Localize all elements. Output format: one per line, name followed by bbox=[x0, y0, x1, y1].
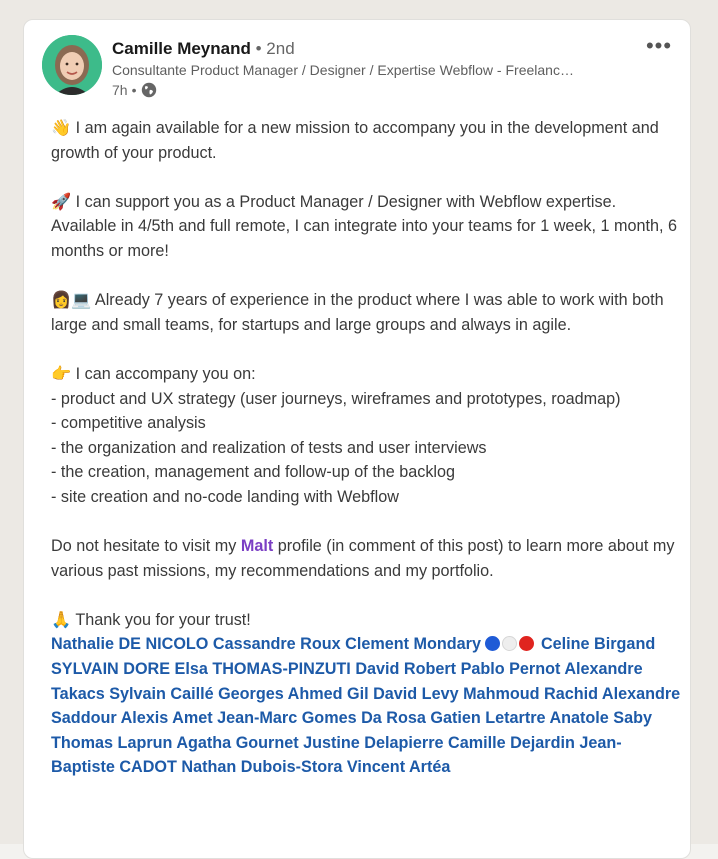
mention-link[interactable]: SYLVAIN DORE bbox=[51, 660, 171, 679]
mention-link[interactable]: Elsa THOMAS-PINZUTI bbox=[174, 660, 351, 679]
mention-link[interactable]: Jean-Marc Gomes Da Rosa bbox=[217, 709, 426, 728]
paragraph-3-text: Already 7 years of experience in the product where I was able to work with both large and small teams, for startups and large groups and always in agile. bbox=[51, 291, 664, 334]
mention-link[interactable]: Cassandre Roux bbox=[212, 635, 341, 654]
woman-technologist-icon: 👩💻 bbox=[51, 290, 92, 310]
france-flag-icon bbox=[485, 635, 536, 653]
mention-link[interactable]: Camille Dejardin bbox=[448, 733, 575, 752]
list-item: - competitive analysis bbox=[51, 414, 206, 433]
post-paragraph-6 bbox=[51, 608, 681, 633]
list-item: - site creation and no-code landing with Webflow bbox=[51, 487, 399, 506]
folded-hands-icon: 🙏 bbox=[51, 609, 72, 629]
paragraph-2-text: I can support you as a Product Manager / Designer with Webflow expertise. Available in 4/5th and full remote, I can integrate into your teams for 1 week, 1 month, 6 months or more! bbox=[51, 192, 677, 260]
mention-link[interactable]: Alexandre Saddour bbox=[51, 684, 681, 728]
post-card bbox=[23, 19, 691, 859]
post-paragraph-2 bbox=[51, 190, 681, 264]
meta-separator: • bbox=[131, 82, 137, 98]
pointing-hand-icon: 👉 bbox=[51, 363, 72, 383]
post-text bbox=[51, 116, 681, 780]
mention-link[interactable]: Gatien Letartre bbox=[430, 709, 546, 728]
paragraph-6-text: Thank you for your trust! bbox=[71, 610, 251, 629]
mention-link[interactable]: Gil David Levy bbox=[347, 684, 459, 703]
mentions-block bbox=[51, 632, 681, 780]
post-paragraph-5 bbox=[51, 534, 681, 583]
mention-link[interactable]: Vincent Artéa bbox=[346, 758, 451, 777]
globe-icon bbox=[141, 82, 157, 98]
mention-link[interactable]: Alexis Amet bbox=[120, 709, 213, 728]
list-item: - the organization and realization of tests and user interviews bbox=[51, 438, 487, 457]
mention-link[interactable]: Jean-Baptiste CADOT bbox=[51, 733, 622, 777]
paragraph-5-text-before: Do not hesitate to visit my bbox=[51, 537, 241, 556]
mention-link[interactable]: David Robert bbox=[355, 660, 457, 679]
mention-link[interactable]: Pablo Pernot bbox=[460, 660, 561, 679]
list-item: - product and UX strategy (user journeys, wireframes and prototypes, roadmap) bbox=[51, 389, 621, 408]
avatar[interactable] bbox=[42, 35, 102, 95]
mention-link[interactable]: Thomas Laprun bbox=[51, 733, 173, 752]
author-name[interactable]: Camille Meynand bbox=[112, 39, 251, 58]
mention-link[interactable]: Agatha Gournet bbox=[176, 733, 299, 752]
list-item: - the creation, management and follow-up of the backlog bbox=[51, 463, 456, 482]
mention-link[interactable]: Justine Delapierre bbox=[303, 733, 444, 752]
avatar-photo bbox=[42, 35, 102, 95]
paragraph-1-text: I am again available for a new mission to accompany you in the development and growth of your product. bbox=[51, 119, 659, 162]
mention-link[interactable]: Nathalie DE NICOLO bbox=[51, 635, 209, 654]
post-paragraph-3 bbox=[51, 288, 681, 337]
rocket-icon: 🚀 bbox=[51, 191, 72, 211]
connection-degree: 2nd bbox=[266, 39, 295, 58]
mention-link[interactable]: Anatole Saby bbox=[549, 709, 652, 728]
mention-link[interactable]: Mahmoud Rachid bbox=[463, 684, 598, 703]
mention-link[interactable]: Georges Ahmed bbox=[218, 684, 343, 703]
author-headline: Consultante Product Manager / Designer / Expertise Webflow - Freelanc… bbox=[112, 62, 574, 78]
mention-link[interactable]: Alexandre Takacs bbox=[51, 660, 643, 703]
mention-link[interactable]: Nathan Dubois-Stora bbox=[181, 758, 343, 777]
post-meta bbox=[112, 82, 157, 98]
waving-hand-icon: 👋 bbox=[51, 118, 72, 137]
paragraph-5-text-after: profile (in comment of this post) to learn more about my various past missions, my recommendations and my portfolio. bbox=[51, 537, 675, 580]
paragraph-4-text: I can accompany you on: bbox=[71, 364, 256, 383]
mention-link[interactable]: Clement Mondary bbox=[345, 635, 481, 654]
author-line bbox=[112, 39, 295, 59]
mention-link[interactable]: Sylvain Caillé bbox=[109, 684, 214, 703]
more-options-button[interactable]: ••• bbox=[645, 33, 673, 58]
post-paragraph-1 bbox=[51, 116, 681, 165]
malt-link[interactable]: Malt bbox=[240, 537, 274, 556]
post-paragraph-4 bbox=[51, 362, 681, 387]
mention-link[interactable]: Celine Birgand bbox=[540, 635, 656, 654]
separator-dot: • bbox=[255, 39, 262, 58]
post-time: 7h bbox=[112, 82, 128, 98]
